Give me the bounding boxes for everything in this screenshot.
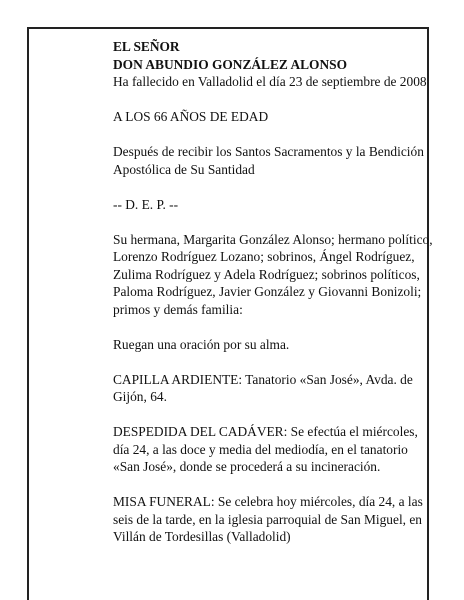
family-paragraph: Su hermana, Margarita González Alonso; hermano político, Lorenzo Rodríguez Lozano; sobrinos, Ángel Rodríguez, Zulima Rodríguez y Adela Rodríguez; sobrinos políticos, Paloma Rodríguez, Javier González y Giovanni Bonizoli; primos y demás familia: [113, 231, 433, 317]
deceased-name: DON ABUNDIO GONZÁLEZ ALONSO [113, 56, 348, 72]
prayer-line: Ruegan una oración por su alma. [113, 336, 290, 352]
farewell-paragraph: DESPEDIDA DEL CADÁVER: Se efectúa el miércoles, día 24, a las doce y media del mediodía, en el tanatorio «San José», donde se procederá a su incineración. [113, 424, 418, 474]
obituary-notice [113, 38, 433, 546]
deceased-title: EL SEÑOR [113, 39, 180, 54]
sacraments-line: Después de recibir los Santos Sacramentos y la Bendición Apostólica de Su Santidad [113, 144, 424, 177]
age-line: A LOS 66 AÑOS DE EDAD [113, 109, 269, 124]
rip-line: -- D. E. P. -- [113, 196, 179, 212]
death-announcement: Ha fallecido en Valladolid el día 23 de septiembre de 2008 [113, 74, 427, 89]
funeral-mass-paragraph: MISA FUNERAL: Se celebra hoy miércoles, día 24, a las seis de la tarde, en la iglesia parroquial de San Miguel, en Villán de Tordesillas (Valladolid) [113, 494, 423, 544]
chapel-paragraph: CAPILLA ARDIENTE: Tanatorio «San José», Avda. de Gijón, 64. [113, 371, 413, 404]
